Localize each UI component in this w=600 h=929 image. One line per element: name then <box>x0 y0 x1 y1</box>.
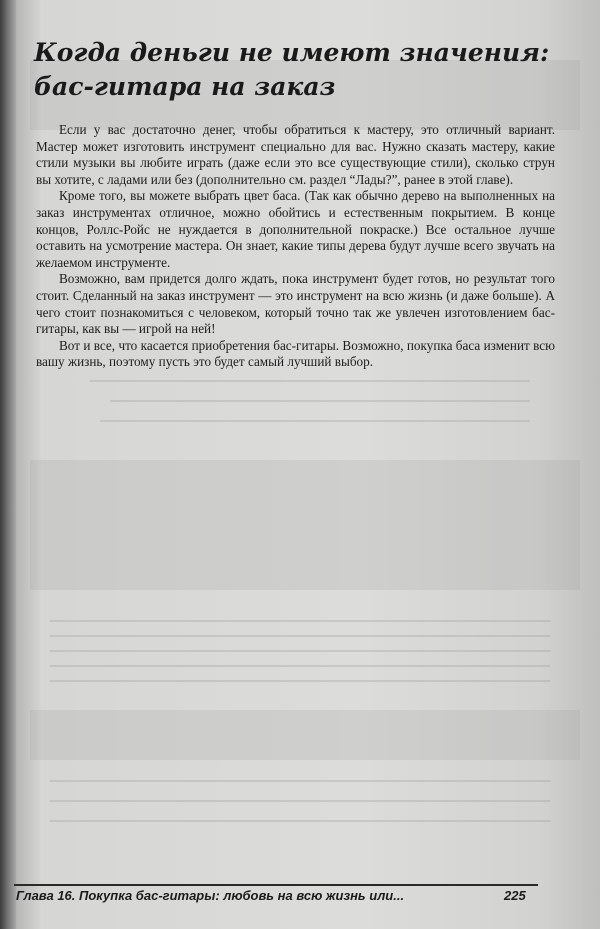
book-binding <box>0 0 16 929</box>
section-heading: Когда деньги не имеют значения: бас-гитара на заказ <box>34 38 550 101</box>
body-text <box>36 122 555 371</box>
paragraph: Вот и все, что касается приобретения бас-гитары. Возможно, покупка баса изменит всю вашу жизнь, поэтому пусть это будет самый лучший выбор. <box>36 337 555 370</box>
footer-rule <box>14 884 538 886</box>
paragraph: Возможно, вам придется долго ждать, пока инструмент будет готов, но результат того стоит. Сделанный на заказ инструмент — это инструмент на всю жизнь (и даже больше). А чего стоит познакомиться с человеком, который точно так же увлечен изготовлением бас-гитары, как вы — игрой на ней! <box>36 271 555 337</box>
paragraph: Если у вас достаточно денег, чтобы обратиться к мастеру, это отличный вариант. Мастер может изготовить инструмент специально для вас. Нужно сказать мастеру, какие стили музыки вы любите играть (даже если это все существующие стили), сколько струн вы хотите, с ладами или без (дополнительно см. раздел “Лады?”, ранее в этой главе). <box>36 122 555 187</box>
running-footer-chapter-title: Глава 16. Покупка бас-гитары: любовь на всю жизнь или... <box>16 888 405 903</box>
page-number: 225 <box>504 888 526 903</box>
paragraph: Кроме того, вы можете выбрать цвет баса. (Так как обычно дерево на выполненных на заказ инструментах отличное, можно обойтись и естественным покрытием. В конце концов, Роллс-Ройс не нуждается в дополнительной покраске.) Все остальное лучше оставить на усмотрение мастера. Он знает, какие типы дерева будут лучше всего звучать на желаемом инструменте. <box>36 188 555 270</box>
